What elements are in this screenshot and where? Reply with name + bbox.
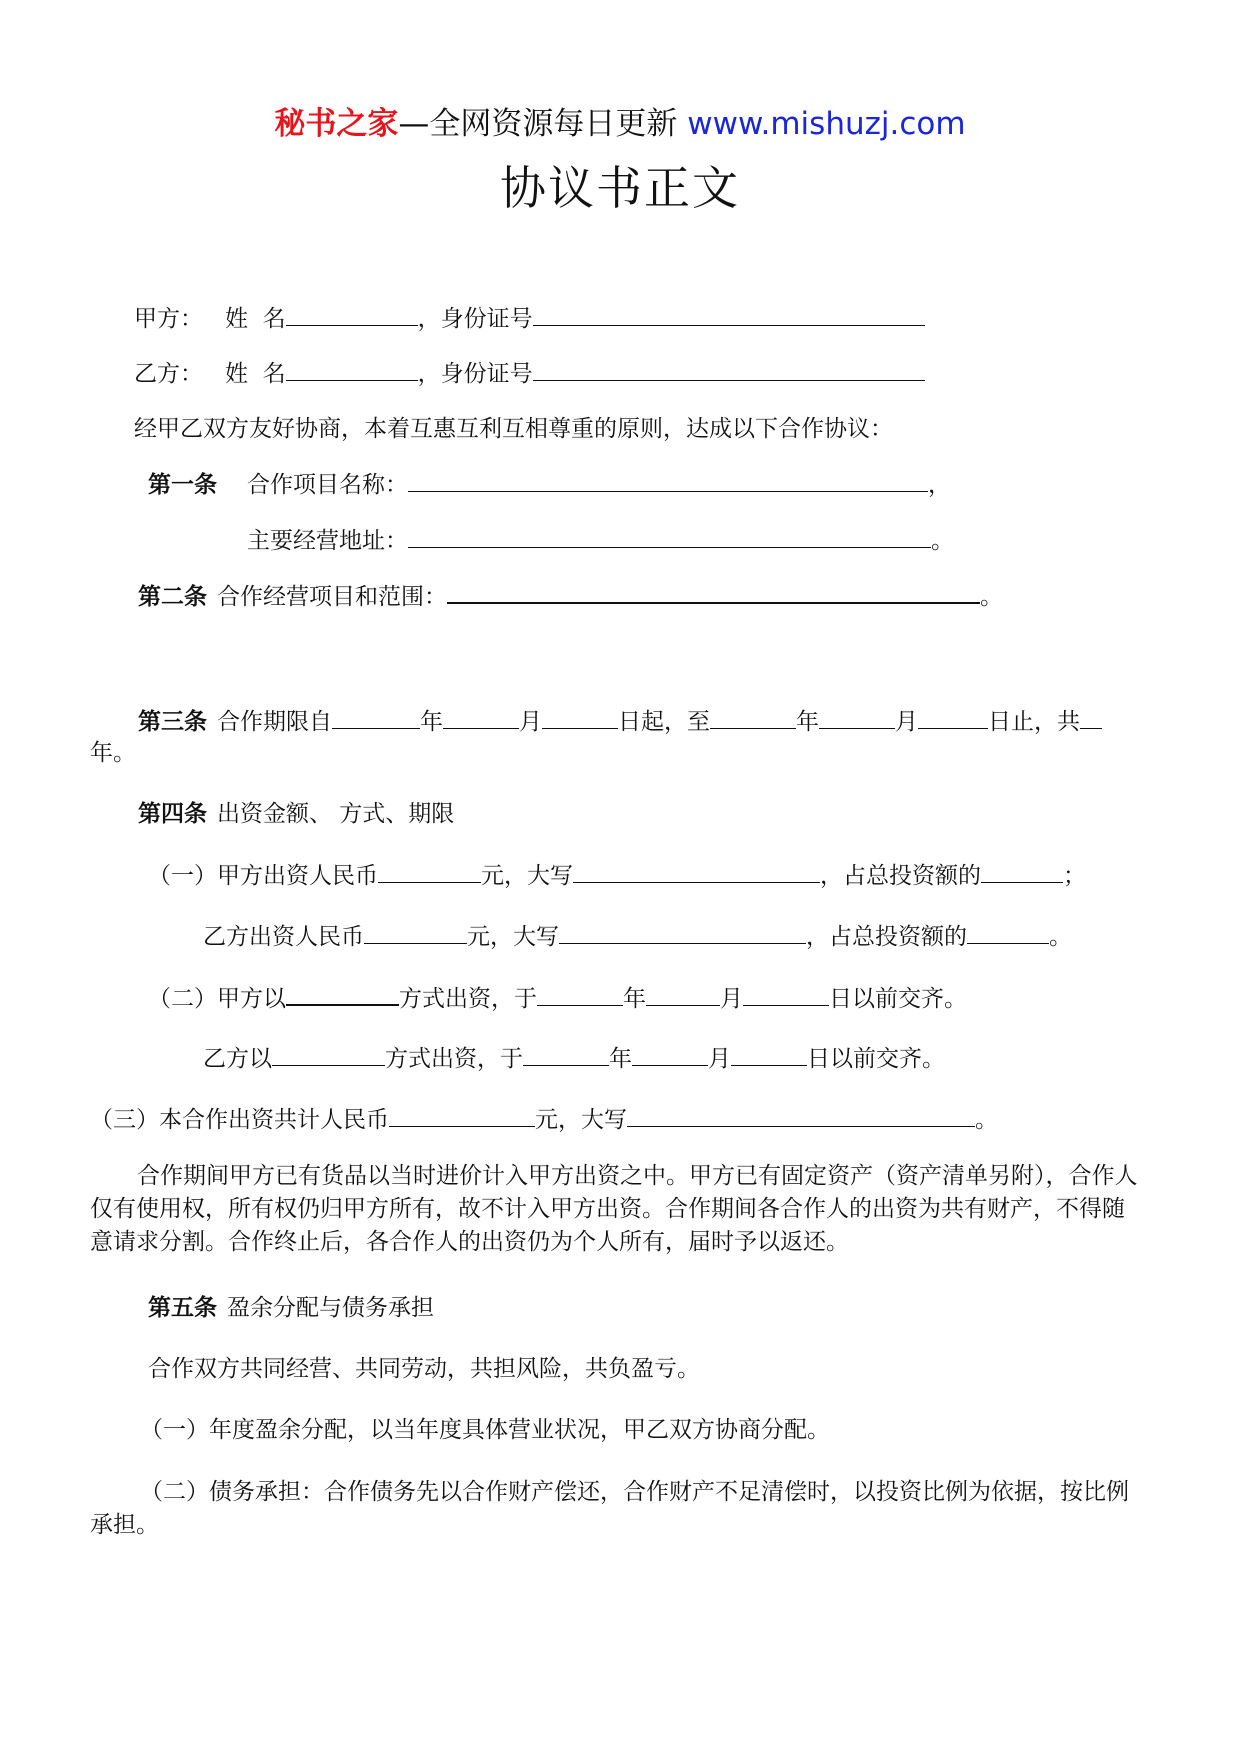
- end-month-blank[interactable]: [819, 706, 895, 729]
- party-b-id-blank[interactable]: [533, 358, 925, 381]
- party-b-name-label: 姓 名: [225, 361, 286, 387]
- total-amount-blank[interactable]: [389, 1104, 535, 1127]
- party-a-year-blank[interactable]: [537, 983, 623, 1006]
- article-4-paragraph: 合作期间甲方已有货品以当时进价计入甲方出资之中。甲方已有固定资产（资产清单另附），合作人仅有使用权，所有权仍归甲方所有，故不计入甲方出资。合作期间各合作人的出资为共有财产，不得随意请求分割。合作终止后，各合作人的出资仍为个人所有，届时予以返还。: [90, 1163, 1138, 1255]
- article-4-item-2b: [203, 1043, 945, 1074]
- article-2-line: [138, 580, 1003, 612]
- end-year-label: 年: [796, 709, 819, 735]
- party-a-amount-words-blank[interactable]: [573, 860, 820, 883]
- article-1-heading: 第一条: [148, 471, 217, 498]
- document-title: 协议书正文: [500, 161, 740, 215]
- item-2b-month: 月: [708, 1046, 731, 1072]
- start-month-label: 月: [519, 709, 542, 735]
- article-4-item-1a: [148, 860, 1086, 891]
- article-2-heading: 第二条: [138, 583, 207, 610]
- party-a-method-blank[interactable]: [286, 982, 399, 1006]
- article-3-heading: 第三条: [138, 708, 207, 735]
- party-b-id-label: ，身份证号: [417, 361, 533, 387]
- brand-name: 秘书之家: [274, 106, 399, 142]
- article-4-heading-line: [138, 799, 454, 829]
- article-3-text: 合作期限自: [217, 709, 332, 735]
- party-b-amount-words-blank[interactable]: [559, 921, 806, 944]
- item-2a-month: 月: [720, 986, 743, 1012]
- start-day-blank[interactable]: [542, 706, 618, 729]
- article-4-item-2a: [148, 982, 967, 1014]
- article-1-project-end: ，: [928, 472, 951, 498]
- article-1-address-label: 主要经营地址：: [247, 528, 408, 554]
- article-5-intro: 合作双方共同经营、共同劳动，共担风险，共负盈亏。: [148, 1356, 700, 1382]
- article-4-item-1b: [203, 921, 1072, 952]
- item-3-yuan: 元，大写: [535, 1107, 627, 1133]
- end-day-blank[interactable]: [918, 706, 988, 729]
- article-2-text: 合作经营项目和范围：: [217, 584, 447, 610]
- item-1a-prefix: （一）甲方出资人民币: [148, 863, 378, 889]
- header-tagline: —全网资源每日更新: [398, 106, 688, 142]
- item-3-prefix: （三）本合作出资共计人民币: [90, 1107, 389, 1133]
- item-1b-prefix: 乙方出资人民币: [203, 924, 364, 950]
- party-b-month-blank[interactable]: [632, 1043, 708, 1066]
- party-a-share-blank[interactable]: [981, 860, 1063, 883]
- item-2b-year: 年: [609, 1046, 632, 1072]
- item-2b-prefix: 乙方以: [203, 1046, 272, 1072]
- item-1b-period: 。: [1049, 924, 1072, 950]
- party-a-amount-blank[interactable]: [378, 860, 481, 883]
- item-3-period: 。: [975, 1107, 998, 1133]
- start-year-blank[interactable]: [332, 706, 420, 729]
- item-2a-year: 年: [623, 986, 646, 1012]
- item-1a-yuan: 元，大写: [481, 863, 573, 889]
- party-b-amount-blank[interactable]: [364, 921, 467, 944]
- item-2a-method: 方式出资，于: [399, 986, 537, 1012]
- party-b-label: 乙方：: [134, 361, 203, 387]
- party-b-day-blank[interactable]: [731, 1043, 807, 1066]
- total-years-blank[interactable]: [1080, 706, 1102, 729]
- article-3-wrap: 年。: [90, 740, 136, 766]
- intro-text: 经甲乙双方友好协商，本着互惠互利互相尊重的原则，达成以下合作协议：: [134, 416, 893, 442]
- item-2b-method: 方式出资，于: [385, 1046, 523, 1072]
- article-2-end: 。: [980, 584, 1003, 610]
- article-1-address-end: 。: [931, 528, 954, 554]
- article-5-item-1: （一）年度盈余分配，以当年度具体营业状况，甲乙双方协商分配。: [140, 1417, 830, 1443]
- item-2b-before: 日以前交齐。: [807, 1046, 945, 1072]
- item-1b-share: ，占总投资额的: [806, 924, 967, 950]
- item-1a-semicolon: ；: [1063, 863, 1086, 889]
- party-a-month-blank[interactable]: [646, 983, 720, 1006]
- start-day-label: 日起，至: [618, 709, 710, 735]
- item-2a-prefix: （二）甲方以: [148, 986, 286, 1012]
- site-header: [0, 104, 1240, 144]
- address-blank[interactable]: [408, 525, 931, 548]
- party-a-label: 甲方：: [134, 306, 203, 332]
- party-b-line: [134, 358, 925, 389]
- party-a-id-label: ，身份证号: [417, 306, 533, 332]
- party-b-share-blank[interactable]: [967, 921, 1049, 944]
- article-4-item-3: [90, 1104, 998, 1135]
- article-5-item-2: （二）债务承担：合作债务先以合作财产偿还，合作财产不足清偿时，以投资比例为依据，按比例承担。: [90, 1479, 1129, 1538]
- article-1-address-line: [247, 525, 954, 556]
- article-1-project-label: 合作项目名称：: [247, 472, 408, 498]
- article-5-heading: 第五条: [148, 1294, 217, 1321]
- start-year-label: 年: [420, 709, 443, 735]
- party-b-year-blank[interactable]: [523, 1043, 609, 1066]
- item-1a-share: ，占总投资额的: [820, 863, 981, 889]
- party-a-id-blank[interactable]: [533, 303, 925, 326]
- end-day-label: 日止，共: [988, 709, 1080, 735]
- party-a-name-label: 姓 名: [225, 306, 286, 332]
- site-url-link[interactable]: www.mishuzj.com: [687, 106, 966, 142]
- article-5-heading-line: [148, 1293, 434, 1323]
- end-month-label: 月: [895, 709, 918, 735]
- scope-blank[interactable]: [447, 580, 980, 604]
- item-2a-before: 日以前交齐。: [829, 986, 967, 1012]
- party-a-day-blank[interactable]: [743, 983, 829, 1006]
- end-year-blank[interactable]: [710, 706, 796, 729]
- party-a-name-blank[interactable]: [286, 303, 418, 326]
- article-3-line: [138, 706, 1102, 737]
- article-4-heading: 第四条: [138, 800, 207, 827]
- start-month-blank[interactable]: [443, 706, 519, 729]
- project-name-blank[interactable]: [408, 469, 928, 492]
- article-1-project-line: [148, 469, 951, 500]
- party-b-name-blank[interactable]: [286, 358, 418, 381]
- total-amount-words-blank[interactable]: [627, 1104, 975, 1127]
- party-a-line: [134, 303, 925, 334]
- article-4-title: 出资金额、 方式、期限: [217, 801, 455, 827]
- item-1b-yuan: 元，大写: [467, 924, 559, 950]
- article-5-title: 盈余分配与债务承担: [227, 1295, 434, 1321]
- party-b-method-blank[interactable]: [272, 1043, 385, 1066]
